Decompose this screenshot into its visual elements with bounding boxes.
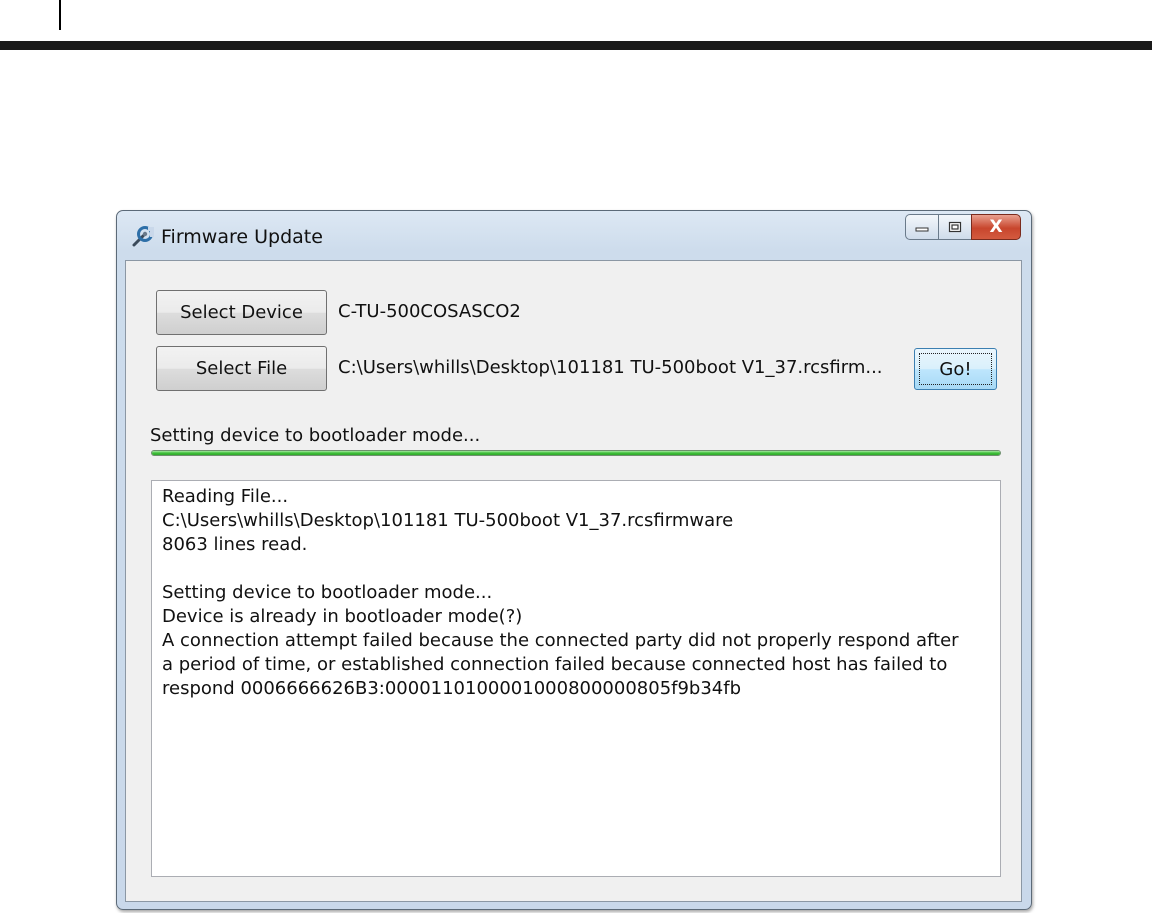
go-button[interactable] — [914, 348, 997, 390]
page-header-tick — [59, 0, 61, 30]
log-line — [162, 557, 990, 581]
log-line: respond 0006666626B3:0000110100001000800000805f9b34fb — [162, 678, 742, 699]
log-line: Setting device to bootloader mode... — [162, 582, 493, 603]
maximize-icon — [948, 221, 962, 233]
log-line: Device is already in bootloader mode(?) — [162, 606, 523, 627]
log-line: a period of time, or established connection failed because connected host has failed to — [162, 654, 948, 675]
wrench-gear-icon — [130, 225, 154, 249]
status-text: Setting device to bootloader mode... — [150, 425, 481, 446]
progress-fill — [152, 451, 1000, 455]
maximize-button[interactable] — [938, 214, 971, 240]
log-line: C:\Users\whills\Desktop\101181 TU-500boot V1_37.rcsfirmware — [162, 510, 734, 531]
title-bar[interactable] — [117, 211, 1031, 261]
selected-file-path: C:\Users\whills\Desktop\101181 TU-500boot V1_37.rcsfirm... — [338, 357, 883, 378]
selected-device-label: C-TU-500COSASCO2 — [338, 301, 521, 322]
go-button-label: Go! — [939, 358, 972, 380]
close-button[interactable] — [971, 214, 1021, 240]
firmware-update-window — [116, 210, 1032, 910]
page-header-rule — [0, 41, 1152, 50]
window-title: Firmware Update — [161, 226, 323, 248]
progress-bar — [151, 450, 1001, 456]
minimize-icon — [915, 222, 929, 232]
minimize-button[interactable] — [905, 214, 938, 240]
focus-rectangle — [919, 353, 992, 385]
close-icon: X — [989, 216, 1003, 237]
log-line: A connection attempt failed because the connected party did not properly respond after — [162, 630, 959, 651]
client-area — [125, 260, 1022, 902]
select-device-button[interactable]: Select Device — [156, 290, 327, 335]
log-output[interactable] — [151, 480, 1001, 877]
log-line: Reading File... — [162, 486, 289, 507]
caption-buttons — [905, 214, 1021, 240]
select-file-button[interactable]: Select File — [156, 346, 327, 391]
log-line: 8063 lines read. — [162, 534, 308, 555]
